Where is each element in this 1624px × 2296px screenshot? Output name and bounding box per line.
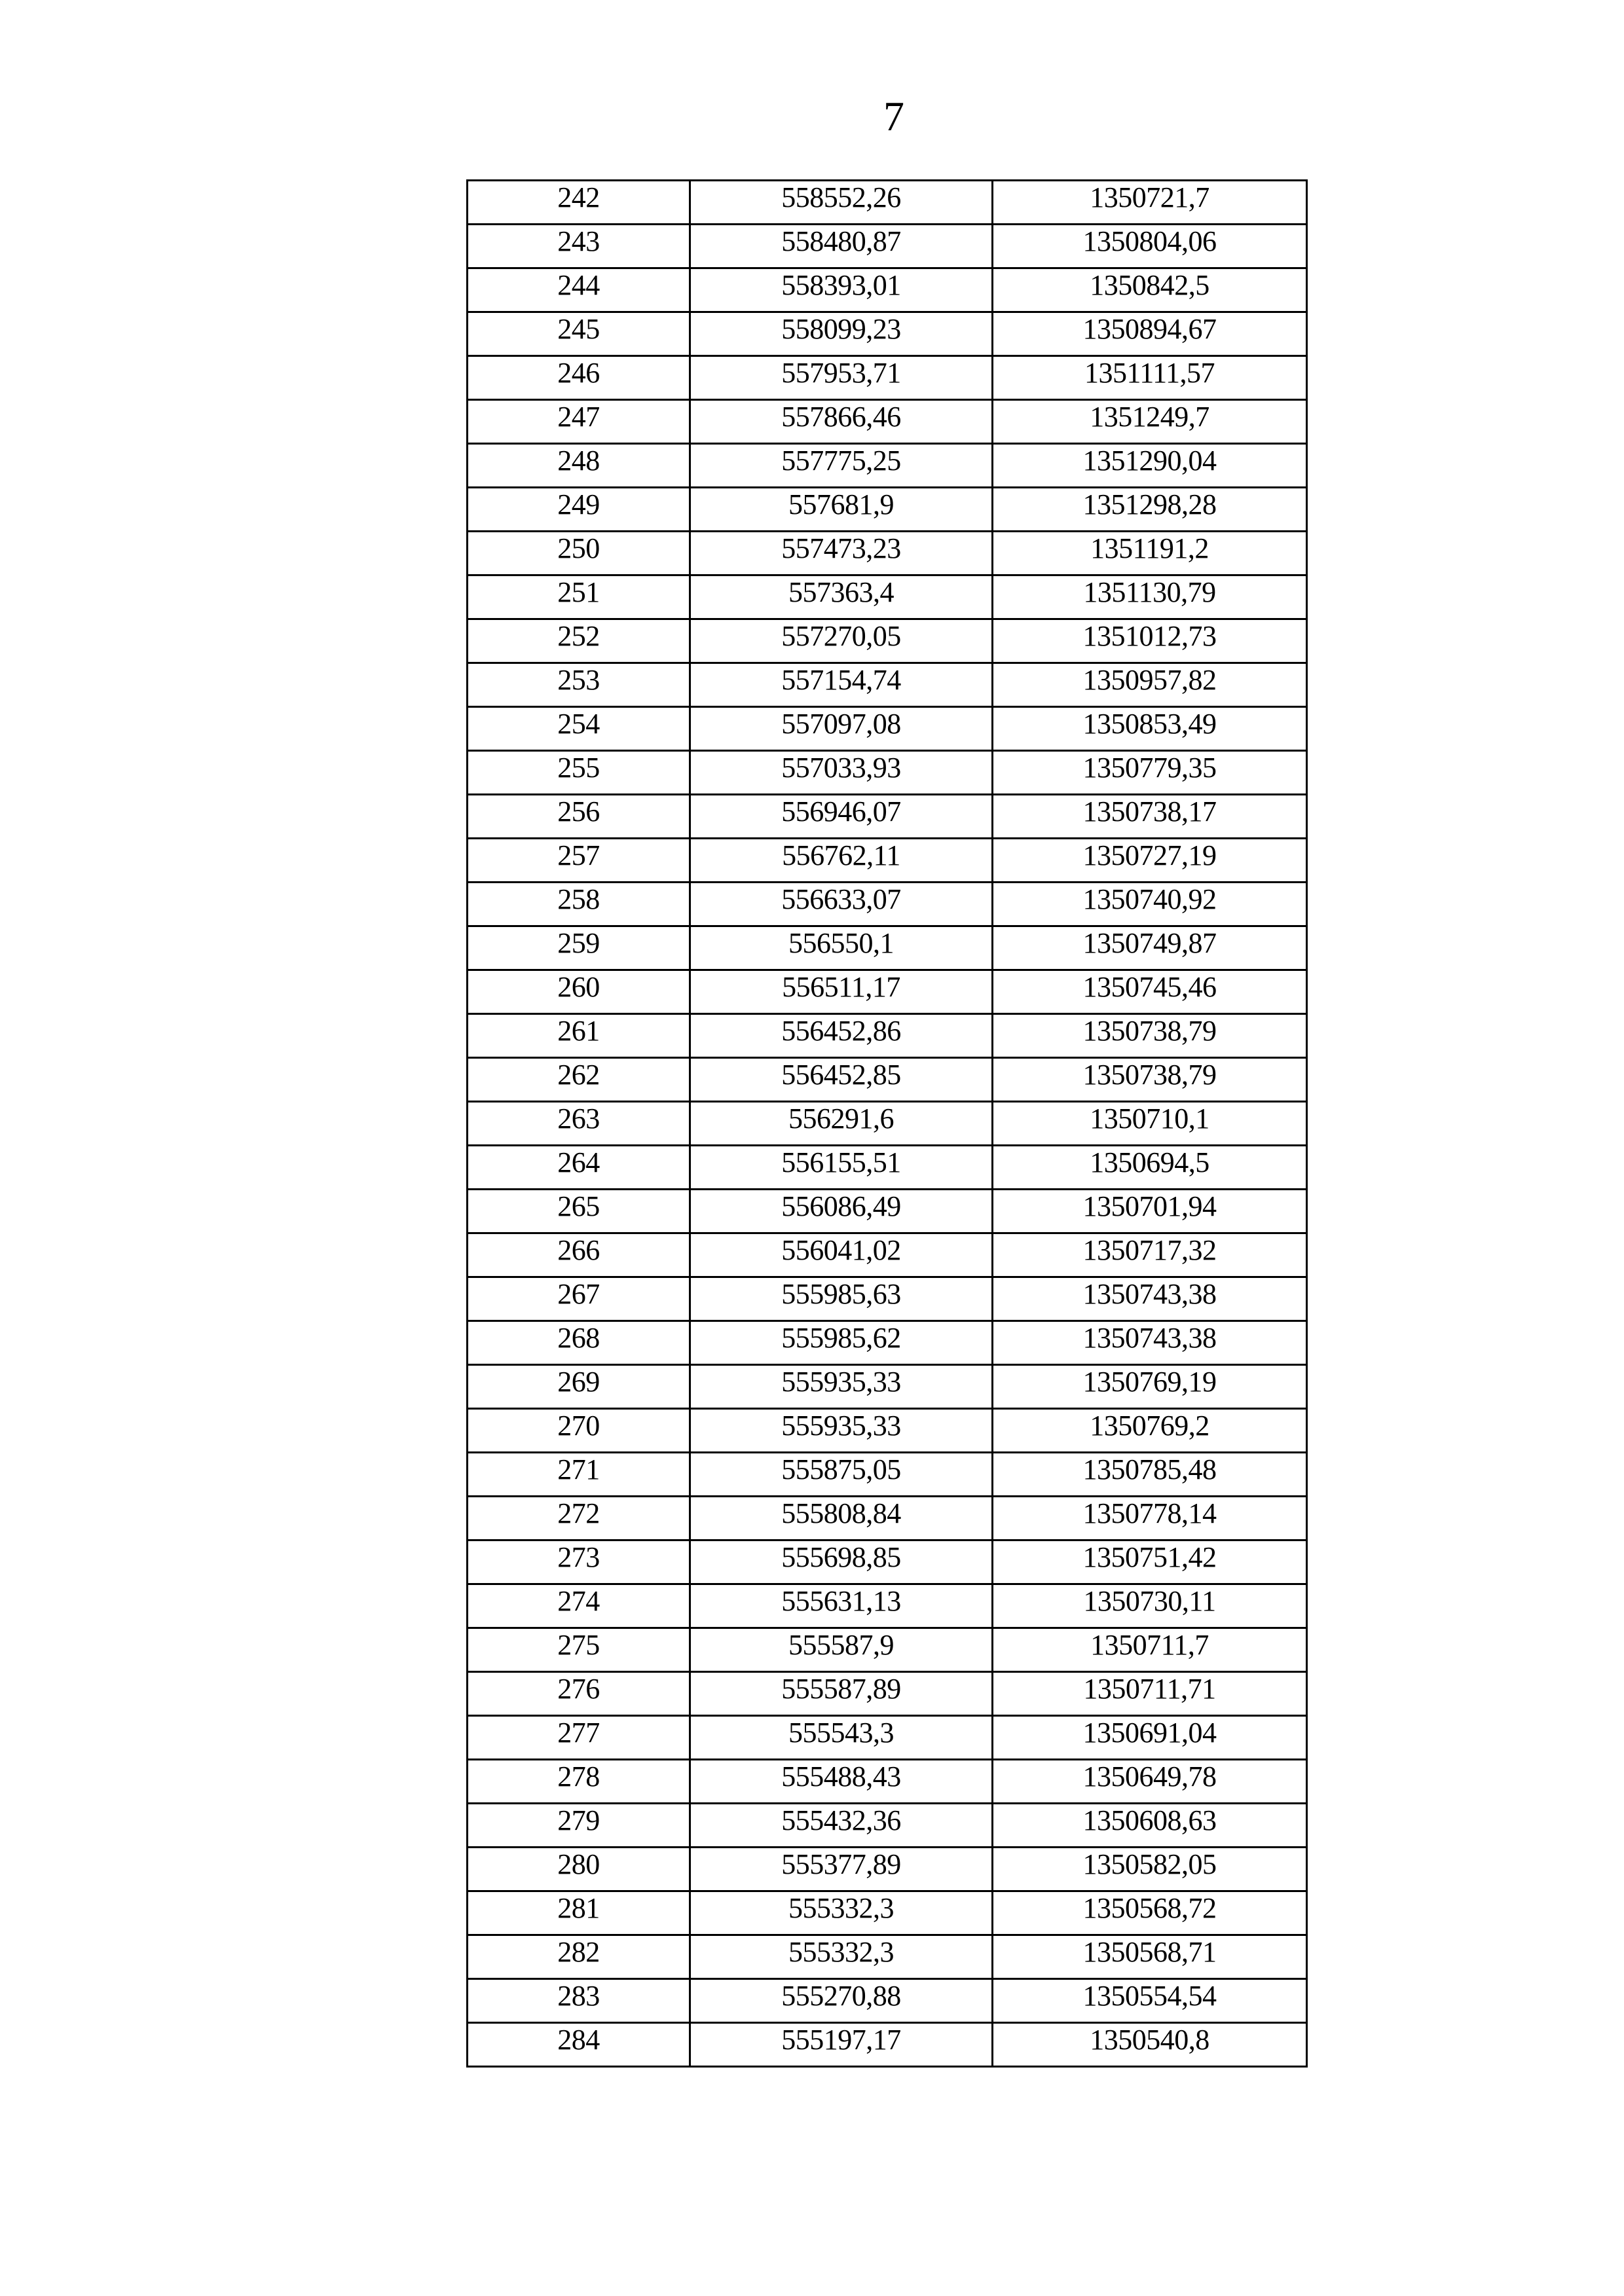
y-coordinate-cell: 1351111,57	[993, 356, 1307, 400]
y-coordinate-cell: 1350694,5	[993, 1146, 1307, 1190]
point-number-cell: 279	[468, 1804, 690, 1848]
table-row	[468, 400, 1307, 444]
table-row	[468, 1716, 1307, 1760]
x-coordinate-cell: 555587,9	[690, 1628, 993, 1672]
x-coordinate-cell: 557270,05	[690, 619, 993, 663]
table-row	[468, 1453, 1307, 1497]
table-row	[468, 1321, 1307, 1365]
table-row	[468, 488, 1307, 532]
point-number-cell: 284	[468, 2023, 690, 2067]
table-row	[468, 1190, 1307, 1233]
y-coordinate-cell: 1350779,35	[993, 751, 1307, 795]
x-coordinate-cell: 556762,11	[690, 839, 993, 883]
table-row	[468, 532, 1307, 575]
point-number-cell: 252	[468, 619, 690, 663]
x-coordinate-cell: 557033,93	[690, 751, 993, 795]
point-number-cell: 242	[468, 181, 690, 225]
x-coordinate-cell: 558552,26	[690, 181, 993, 225]
x-coordinate-cell: 557154,74	[690, 663, 993, 707]
x-coordinate-cell: 558393,01	[690, 268, 993, 312]
point-number-cell: 281	[468, 1891, 690, 1935]
table-row	[468, 1672, 1307, 1716]
x-coordinate-cell: 555875,05	[690, 1453, 993, 1497]
x-coordinate-cell: 558099,23	[690, 312, 993, 356]
point-number-cell: 275	[468, 1628, 690, 1672]
table-row	[468, 1848, 1307, 1891]
x-coordinate-cell: 555808,84	[690, 1497, 993, 1540]
table-row	[468, 1233, 1307, 1277]
x-coordinate-cell: 555488,43	[690, 1760, 993, 1804]
y-coordinate-cell: 1350743,38	[993, 1321, 1307, 1365]
point-number-cell: 255	[468, 751, 690, 795]
x-coordinate-cell: 557097,08	[690, 707, 993, 751]
table-row	[468, 619, 1307, 663]
point-number-cell: 251	[468, 575, 690, 619]
y-coordinate-cell: 1350691,04	[993, 1716, 1307, 1760]
point-number-cell: 243	[468, 225, 690, 268]
x-coordinate-cell: 556633,07	[690, 883, 993, 926]
x-coordinate-cell: 556291,6	[690, 1102, 993, 1146]
x-coordinate-cell: 555587,89	[690, 1672, 993, 1716]
y-coordinate-cell: 1350894,67	[993, 312, 1307, 356]
x-coordinate-cell: 555377,89	[690, 1848, 993, 1891]
x-coordinate-cell: 555197,17	[690, 2023, 993, 2067]
y-coordinate-cell: 1350701,94	[993, 1190, 1307, 1233]
point-number-cell: 267	[468, 1277, 690, 1321]
x-coordinate-cell: 557775,25	[690, 444, 993, 488]
point-number-cell: 249	[468, 488, 690, 532]
y-coordinate-cell: 1350743,38	[993, 1277, 1307, 1321]
table-row	[468, 1014, 1307, 1058]
y-coordinate-cell: 1350554,54	[993, 1979, 1307, 2023]
table-row	[468, 1804, 1307, 1848]
x-coordinate-cell: 556086,49	[690, 1190, 993, 1233]
point-number-cell: 272	[468, 1497, 690, 1540]
x-coordinate-cell: 557473,23	[690, 532, 993, 575]
table-row	[468, 1760, 1307, 1804]
table-row	[468, 2023, 1307, 2067]
y-coordinate-cell: 1350711,71	[993, 1672, 1307, 1716]
point-number-cell: 245	[468, 312, 690, 356]
point-number-cell: 258	[468, 883, 690, 926]
coordinates-table	[466, 179, 1308, 2068]
y-coordinate-cell: 1350717,32	[993, 1233, 1307, 1277]
table-row	[468, 1365, 1307, 1409]
x-coordinate-cell: 555332,3	[690, 1891, 993, 1935]
y-coordinate-cell: 1351191,2	[993, 532, 1307, 575]
point-number-cell: 247	[468, 400, 690, 444]
point-number-cell: 269	[468, 1365, 690, 1409]
point-number-cell: 274	[468, 1584, 690, 1628]
x-coordinate-cell: 555985,62	[690, 1321, 993, 1365]
y-coordinate-cell: 1351130,79	[993, 575, 1307, 619]
x-coordinate-cell: 557363,4	[690, 575, 993, 619]
point-number-cell: 261	[468, 1014, 690, 1058]
y-coordinate-cell: 1350740,92	[993, 883, 1307, 926]
table-row	[468, 970, 1307, 1014]
table-row	[468, 883, 1307, 926]
point-number-cell: 253	[468, 663, 690, 707]
point-number-cell: 246	[468, 356, 690, 400]
x-coordinate-cell: 555935,33	[690, 1365, 993, 1409]
y-coordinate-cell: 1350738,79	[993, 1014, 1307, 1058]
x-coordinate-cell: 556452,86	[690, 1014, 993, 1058]
y-coordinate-cell: 1350804,06	[993, 225, 1307, 268]
table-row	[468, 1935, 1307, 1979]
page-number: 7	[883, 93, 904, 139]
point-number-cell: 270	[468, 1409, 690, 1453]
table-row	[468, 1058, 1307, 1102]
y-coordinate-cell: 1351012,73	[993, 619, 1307, 663]
y-coordinate-cell: 1350957,82	[993, 663, 1307, 707]
point-number-cell: 262	[468, 1058, 690, 1102]
y-coordinate-cell: 1350842,5	[993, 268, 1307, 312]
y-coordinate-cell: 1350568,72	[993, 1891, 1307, 1935]
table-row	[468, 1584, 1307, 1628]
y-coordinate-cell: 1350710,1	[993, 1102, 1307, 1146]
table-row	[468, 225, 1307, 268]
table-row	[468, 1277, 1307, 1321]
y-coordinate-cell: 1350785,48	[993, 1453, 1307, 1497]
x-coordinate-cell: 556041,02	[690, 1233, 993, 1277]
point-number-cell: 265	[468, 1190, 690, 1233]
table-row	[468, 356, 1307, 400]
y-coordinate-cell: 1350778,14	[993, 1497, 1307, 1540]
table-row	[468, 444, 1307, 488]
table-row	[468, 312, 1307, 356]
point-number-cell: 283	[468, 1979, 690, 2023]
table-row	[468, 1891, 1307, 1935]
x-coordinate-cell: 558480,87	[690, 225, 993, 268]
point-number-cell: 276	[468, 1672, 690, 1716]
x-coordinate-cell: 556550,1	[690, 926, 993, 970]
y-coordinate-cell: 1350751,42	[993, 1540, 1307, 1584]
point-number-cell: 266	[468, 1233, 690, 1277]
table-row	[468, 663, 1307, 707]
y-coordinate-cell: 1351290,04	[993, 444, 1307, 488]
point-number-cell: 282	[468, 1935, 690, 1979]
point-number-cell: 271	[468, 1453, 690, 1497]
point-number-cell: 248	[468, 444, 690, 488]
y-coordinate-cell: 1350738,79	[993, 1058, 1307, 1102]
point-number-cell: 257	[468, 839, 690, 883]
y-coordinate-cell: 1350730,11	[993, 1584, 1307, 1628]
table-row	[468, 1540, 1307, 1584]
y-coordinate-cell: 1350721,7	[993, 181, 1307, 225]
point-number-cell: 259	[468, 926, 690, 970]
table-row	[468, 707, 1307, 751]
x-coordinate-cell: 556946,07	[690, 795, 993, 839]
table-row	[468, 1497, 1307, 1540]
x-coordinate-cell: 557681,9	[690, 488, 993, 532]
point-number-cell: 268	[468, 1321, 690, 1365]
x-coordinate-cell: 555935,33	[690, 1409, 993, 1453]
table-row	[468, 751, 1307, 795]
table-row	[468, 575, 1307, 619]
point-number-cell: 244	[468, 268, 690, 312]
y-coordinate-cell: 1350568,71	[993, 1935, 1307, 1979]
point-number-cell: 280	[468, 1848, 690, 1891]
x-coordinate-cell: 556452,85	[690, 1058, 993, 1102]
point-number-cell: 254	[468, 707, 690, 751]
table-row	[468, 1979, 1307, 2023]
y-coordinate-cell: 1350769,2	[993, 1409, 1307, 1453]
y-coordinate-cell: 1350711,7	[993, 1628, 1307, 1672]
y-coordinate-cell: 1350649,78	[993, 1760, 1307, 1804]
x-coordinate-cell: 556155,51	[690, 1146, 993, 1190]
point-number-cell: 277	[468, 1716, 690, 1760]
table-row	[468, 1146, 1307, 1190]
table-row	[468, 1628, 1307, 1672]
y-coordinate-cell: 1350608,63	[993, 1804, 1307, 1848]
table-row	[468, 839, 1307, 883]
y-coordinate-cell: 1351249,7	[993, 400, 1307, 444]
y-coordinate-cell: 1350582,05	[993, 1848, 1307, 1891]
point-number-cell: 250	[468, 532, 690, 575]
y-coordinate-cell: 1350853,49	[993, 707, 1307, 751]
table-row	[468, 268, 1307, 312]
y-coordinate-cell: 1351298,28	[993, 488, 1307, 532]
point-number-cell: 264	[468, 1146, 690, 1190]
y-coordinate-cell: 1350769,19	[993, 1365, 1307, 1409]
y-coordinate-cell: 1350745,46	[993, 970, 1307, 1014]
x-coordinate-cell: 555631,13	[690, 1584, 993, 1628]
point-number-cell: 278	[468, 1760, 690, 1804]
table-row	[468, 1409, 1307, 1453]
x-coordinate-cell: 555332,3	[690, 1935, 993, 1979]
y-coordinate-cell: 1350749,87	[993, 926, 1307, 970]
x-coordinate-cell: 557866,46	[690, 400, 993, 444]
y-coordinate-cell: 1350727,19	[993, 839, 1307, 883]
point-number-cell: 273	[468, 1540, 690, 1584]
x-coordinate-cell: 555270,88	[690, 1979, 993, 2023]
point-number-cell: 263	[468, 1102, 690, 1146]
y-coordinate-cell: 1350738,17	[993, 795, 1307, 839]
x-coordinate-cell: 557953,71	[690, 356, 993, 400]
table-row	[468, 795, 1307, 839]
y-coordinate-cell: 1350540,8	[993, 2023, 1307, 2067]
table-row	[468, 926, 1307, 970]
x-coordinate-cell: 556511,17	[690, 970, 993, 1014]
x-coordinate-cell: 555432,36	[690, 1804, 993, 1848]
point-number-cell: 256	[468, 795, 690, 839]
x-coordinate-cell: 555985,63	[690, 1277, 993, 1321]
coordinates-table-body	[468, 181, 1307, 2067]
table-row	[468, 181, 1307, 225]
point-number-cell: 260	[468, 970, 690, 1014]
x-coordinate-cell: 555543,3	[690, 1716, 993, 1760]
x-coordinate-cell: 555698,85	[690, 1540, 993, 1584]
table-row	[468, 1102, 1307, 1146]
